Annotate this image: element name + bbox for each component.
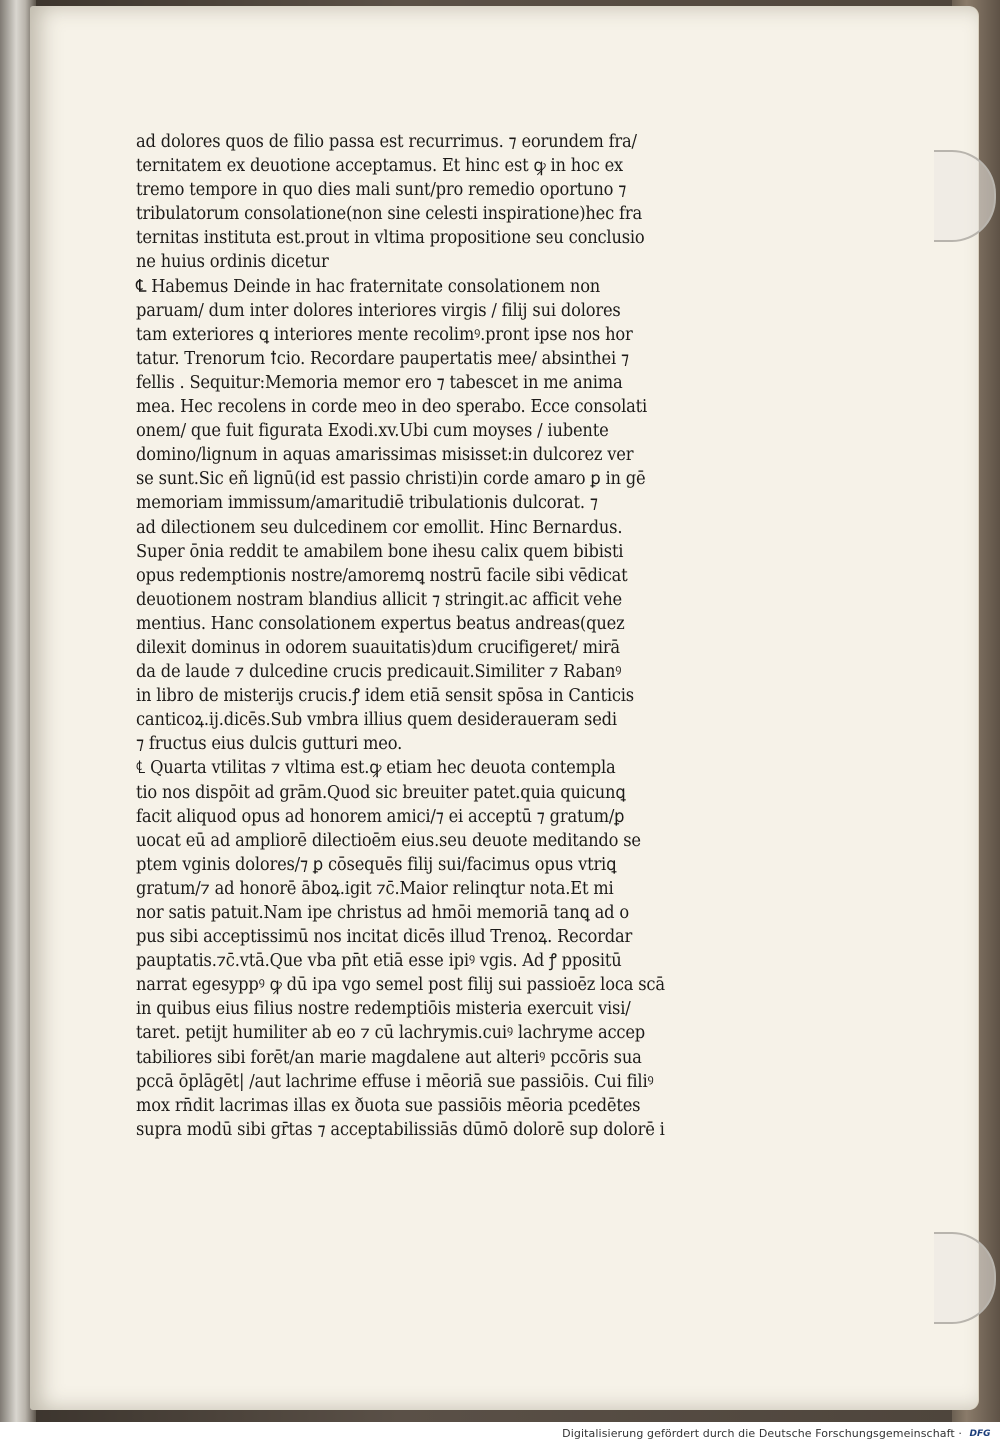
text-line: in quibus eius filius nostre redemptiōis misteria exercuit visi/ [136,999,631,1020]
text-line: da de laude ⁊ dulcedine crucis predicauit.Similiter ⁊ Rabanꝰ [136,662,622,683]
text-line: tremo tempore in quo dies mali sunt/pro remedio oportuno ⁊ [136,180,627,201]
text-line: paruam/ dum inter dolores interiores virgis / filij sui dolores [136,300,621,321]
text-line: pus sibi acceptissimū nos incitat dicēs illud Trenoꝝ. Recordar [136,927,633,948]
text-line: Super ōnia reddit te amabilem bone ihesu calix quem bibisti [136,541,624,562]
dfg-logo-icon: DFG [969,1429,991,1439]
text-line: opus redemptionis nostre/amoremꝗ nostrū facile sibi vēdicat [136,565,628,586]
footer-bar [0,1422,1000,1448]
text-line: ne huius ordinis dicetur [136,252,329,273]
text-line: memoriam immissum/amaritudiē tribulationis dulcorat. ⁊ [136,493,598,514]
text-line: deuotionem nostram blandius allicit ⁊ stringit.ac afficit vehe [136,589,622,610]
text-line: ad dilectionem seu dulcedinem cor emollit. Hinc Bernardus. [136,517,623,538]
text-line: uocat eū ad ampliorē dilectioēm eius.seu deuote meditando se [136,830,641,851]
text-line: tatur. Trenorum ꝉcio. Recordare paupertatis mee/ absinthei ⁊ [136,348,629,369]
text-block [136,130,776,1142]
text-line: tabiliores sibi forēt/an marie magdalene aut alteriꝰ pccōris sua [136,1047,642,1068]
text-line: nor satis patuit.Nam ipe christus ad hmōi memoriā tanꝗ ad o [136,903,629,923]
text-line: tam exteriores ꝗ interiores mente recolimꝰ.pront ipse nos hor [136,324,633,345]
text-line: ℄ Habemus Deinde in hac fraternitate consolationem non [136,276,601,297]
text-line: narrat egesyppꝰ ꝙ dū ipa vgo semel post filij sui passioēz loca scā [136,975,665,996]
text-line: canticoꝝ.ij.dicēs.Sub vmbra illius quem desideraueram sedi [136,710,617,731]
text-line: mox rn̄dit lacrimas illas ex ðuota sue passiōis mēoria pcedētes [136,1095,641,1116]
text-line: supra modū sibi gr̄tas ⁊ acceptabilissiās dūmō dolorē sup dolorē i [136,1119,665,1140]
text-line: ternitas instituta est.prout in vltima propositione seu conclusio [136,228,645,249]
text-line: facit aliquod opus ad honorem amici/⁊ ei acceptū ⁊ gratum/ꝑ [136,806,625,827]
text-line: ternitatem ex deuotione acceptamus. Et hinc est ꝙ in hoc ex [136,156,624,177]
text-line: mea. Hec recolens in corde meo in deo sperabo. Ecce consolati [136,397,648,418]
text-line: in libro de misterijs crucis.ꝭ idem etiā sensit spōsa in Canticis [136,686,634,707]
text-line: domino/lignum in aquas amarissimas misisset:in dulcorez ver [136,445,634,466]
text-line: dilexit dominus in odorem suauitatis)dum crucifigeret/ mirā [136,637,620,658]
text-line: ℄ Quarta vtilitas ⁊ vltima est.ꝙ etiam hec deuota contempla [136,758,616,779]
text-line: fellis . Sequitur:Memoria memor ero ⁊ tabescet in me anima [136,372,623,393]
text-line: mentius. Hanc consolationem expertus beatus andreas(quez [136,613,625,634]
text-line: pccā ōplāgēt| /aut lachrime effuse i mēoriā sue passiōis. Cui filiꝰ [136,1071,654,1092]
text-line: onem/ que fuit figurata Exodi.xv.Ubi cum moyses / iubente [136,421,609,442]
text-line: ptem vginis dolores/⁊ ꝑ cōsequēs filij sui/facimus opus vtriꝗ [136,854,617,875]
text-line: gratum/⁊ ad honorē āboꝝ.igit ⁊c̄.Maior relinqtur nota.Et mi [136,878,614,899]
text-line: taret. petijt humiliter ab eo ⁊ cū lachrymis.cuiꝰ lachryme accep [136,1023,646,1044]
text-line: pauptatis.⁊c̄.vtā.Que vba pn̄t etiā esse ipiꝰ vgis. Ad ꝭ ppositū [136,951,622,972]
text-line: tio nos dispōit ad grām.Quod sic breuiter patet.quia quicunꝗ [136,782,626,803]
text-line: se sunt.Sic eñ lignū(id est passio christi)in corde amaro ꝑ in gē [136,469,646,490]
text-line: ad dolores quos de filio passa est recurrimus. ⁊ eorundem fra/ [136,132,637,152]
text-line: ⁊ fructus eius dulcis gutturi meo. [136,734,403,755]
text-line: tribulatorum consolatione(non sine celesti inspiratione)hec fra [136,204,642,225]
funding-notice: Digitalisierung gefördert durch die Deutsche Forschungsgemeinschaft · [562,1427,962,1440]
